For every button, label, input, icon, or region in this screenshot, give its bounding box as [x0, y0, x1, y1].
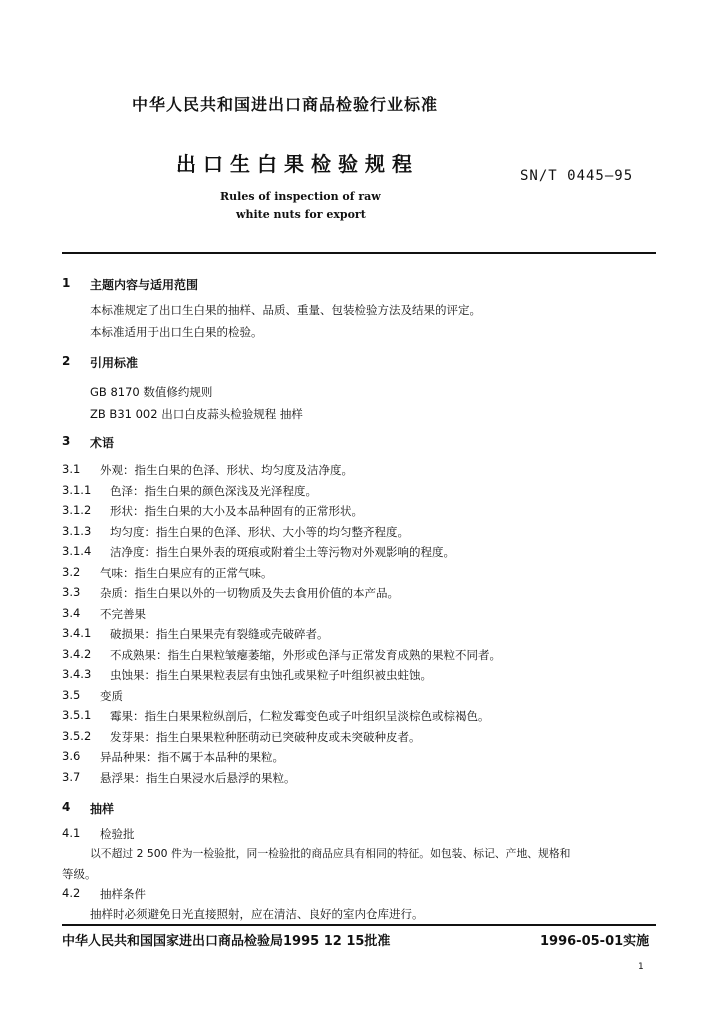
approval-line: 中华人民共和国国家进出口商品检验局1995 12 15批准: [62, 934, 391, 949]
english-title-line2: white nuts for export: [236, 208, 366, 221]
term-definition: 杂质：指生白果以外的一切物质及失去食用价值的本产品。: [100, 586, 399, 600]
term-number: 3.1.4: [62, 544, 92, 558]
term-definition: 不成熟果：指生白果粒皱瘪萎缩，外形或色泽与正常发育成熟的果粒不同者。: [110, 647, 501, 662]
section-4-title: 抽样: [90, 802, 115, 816]
section-3-number: 3: [62, 434, 71, 448]
footer-divider: [62, 924, 656, 926]
page-number: 1: [638, 962, 644, 972]
issuing-authority: 中华人民共和国进出口商品检验行业标准: [132, 95, 439, 114]
term-definition: 悬浮果：指生白果浸水后悬浮的果粒。: [100, 770, 296, 785]
section-1-paragraph-2: 本标准适用于出口生白果的检验。: [90, 325, 263, 339]
reference-standard-2: ZB B31 002 出口白皮蒜头检验规程 抽样: [90, 407, 303, 421]
subsection-4-1-text-line1: 以不超过 2 500 件为一检验批，同一检验批的商品应具有相同的特征。如包装、标记、产地、规格和: [90, 847, 571, 860]
term-definition: 虫蚀果：指生白果果粒表层有虫蚀孔或果粒子叶组织被虫蛀蚀。: [110, 668, 432, 682]
term-number: 3.7: [62, 769, 81, 784]
term-number: 3.4.3: [62, 667, 92, 681]
term-number: 3.6: [62, 749, 81, 763]
subsection-4-1-title: 检验批: [100, 827, 135, 841]
subsection-4-1-number: 4.1: [62, 826, 81, 840]
term-number: 3.1: [62, 462, 81, 476]
term-definition: 霉果：指生白果果粒纵剖后，仁粒发霉变色或子叶组织呈淡棕色或棕褐色。: [110, 709, 490, 723]
term-number: 3.4.2: [62, 646, 92, 661]
term-number: 3.1.2: [62, 503, 92, 517]
term-number: 3.2: [62, 564, 81, 579]
section-1-number: 1: [62, 276, 71, 290]
term-definition: 变质: [100, 688, 123, 703]
section-4-number: 4: [62, 800, 71, 814]
term-number: 3.4.1: [62, 626, 92, 640]
term-number: 3.3: [62, 585, 81, 599]
header-divider: [62, 252, 656, 254]
section-2-title: 引用标准: [90, 356, 139, 370]
section-1-paragraph-1: 本标准规定了出口生白果的抽样、品质、重量、包装检验方法及结果的评定。: [90, 303, 481, 317]
reference-standard-1: GB 8170 数值修约规则: [90, 385, 213, 399]
english-title-line1: Rules of inspection of raw: [220, 190, 381, 203]
term-number: 3.4: [62, 605, 81, 620]
term-number: 3.1.1: [62, 482, 92, 497]
term-definition: 异品种果：指不属于本品种的果粒。: [100, 750, 284, 764]
term-definition: 发芽果：指生白果果粒种胚萌动已突破种皮或未突破种皮者。: [110, 729, 421, 744]
term-definition: 色泽：指生白果的颜色深浅及光泽程度。: [110, 483, 317, 498]
section-1-title: 主题内容与适用范围: [90, 278, 199, 292]
term-number: 3.5: [62, 687, 81, 702]
term-definition: 气味：指生白果应有的正常气味。: [100, 565, 273, 580]
document-title: 出口生白果检验规程: [176, 152, 419, 176]
term-definition: 洁净度：指生白果外表的斑痕或附着尘土等污物对外观影响的程度。: [110, 545, 455, 559]
term-definition: 破损果：指生白果果壳有裂缝或壳破碎者。: [110, 627, 329, 641]
subsection-4-2-text: 抽样时必须避免日光直接照射，应在清洁、良好的室内仓库进行。: [90, 907, 424, 921]
implementation-date: 1996-05-01实施: [540, 934, 650, 949]
section-3-title: 术语: [90, 436, 115, 450]
term-definition: 外观：指生白果的色泽、形状、均匀度及洁净度。: [100, 463, 353, 477]
term-number: 3.5.2: [62, 728, 92, 743]
standard-number: SN/T 0445—95: [520, 168, 634, 184]
term-number: 3.1.3: [62, 523, 92, 538]
subsection-4-2-title: 抽样条件: [100, 887, 146, 901]
term-number: 3.5.1: [62, 708, 92, 722]
term-definition: 不完善果: [100, 606, 146, 621]
subsection-4-2-number: 4.2: [62, 886, 81, 900]
term-definition: 形状：指生白果的大小及本品种固有的正常形状。: [110, 504, 363, 518]
section-2-number: 2: [62, 354, 71, 368]
term-definition: 均匀度：指生白果的色泽、形状、大小等的均匀整齐程度。: [110, 524, 409, 539]
subsection-4-1-text-line2: 等级。: [62, 867, 97, 881]
